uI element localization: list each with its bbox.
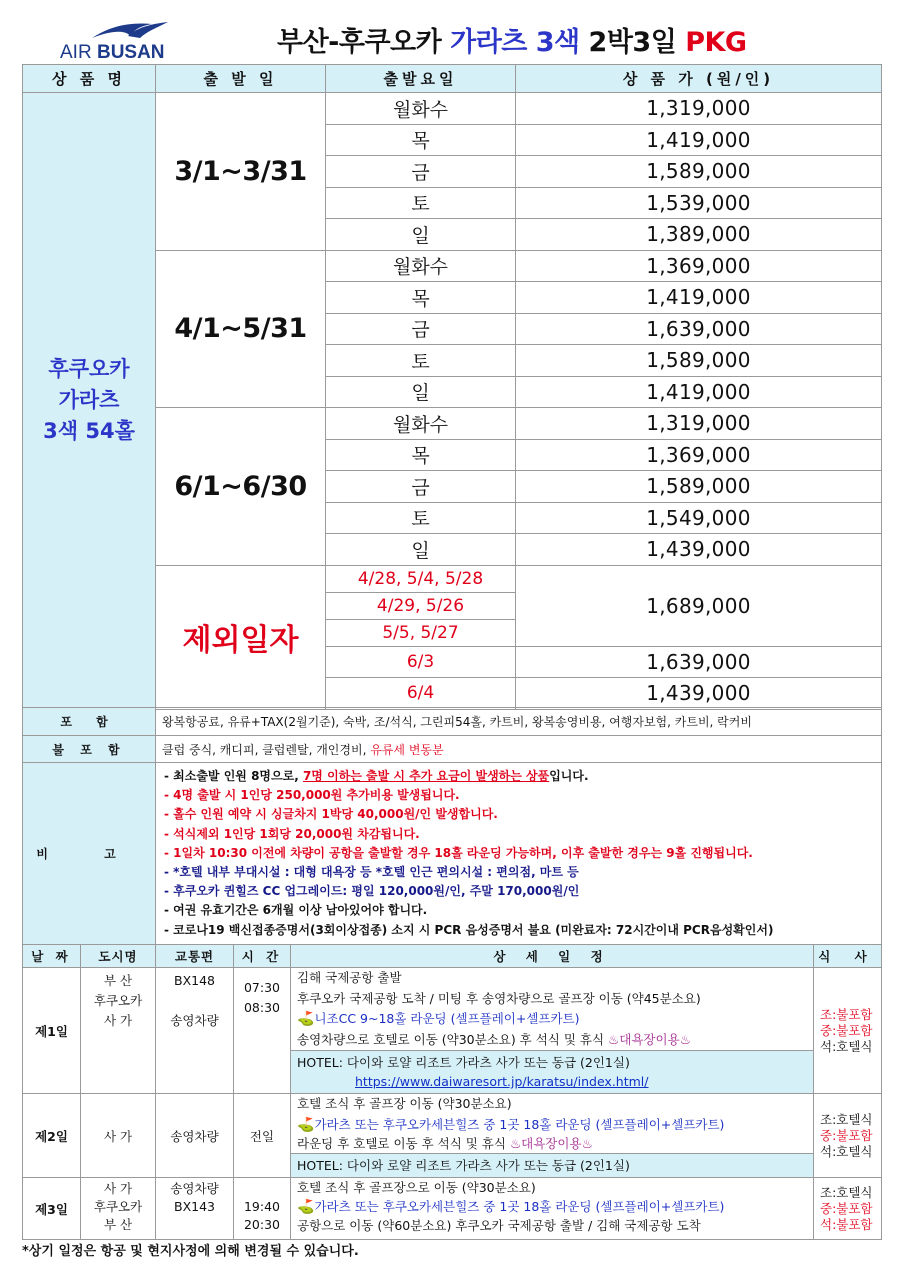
golf-flag-icon: ⛳ [297,1116,315,1133]
day-detail [291,1094,814,1178]
day-cities: 사 가 후쿠오카 부 산 [81,1178,156,1240]
exclusion-dates: 6/4 [326,678,516,710]
departure-day: 금 [326,156,516,188]
note-line: - 홀수 인원 예약 시 싱글차지 1박당 40,000원/인 발생합니다. [164,807,498,822]
exclusion-group-price: 1,689,000 [516,565,882,646]
price-header-row [23,65,882,93]
note-line: - 석식제외 1인당 1회당 20,000원 차감됩니다. [164,826,420,841]
exclusion-dates: 4/29, 5/26 [326,592,516,619]
period-label: 3/1~3/31 [156,93,326,251]
col-price: 상 품 가 (원/인) [516,65,882,93]
table-row [23,93,882,125]
departure-day: 월화수 [326,408,516,440]
price-value: 1,539,000 [516,187,882,219]
detail-line: 호텔 조식 후 골프장으로 이동 (약30분소요) [297,1180,536,1195]
air-busan-logo [60,22,188,62]
price-value: 1,589,000 [516,156,882,188]
departure-day: 토 [326,502,516,534]
col-city: 도시명 [81,945,156,968]
note-line: - 4명 출발 시 1인당 250,000원 추가비용 발생됩니다. [164,788,460,803]
price-value: 1,319,000 [516,408,882,440]
include-text: 왕복항공료, 유류+TAX(2월기준), 숙박, 조/석식, 그린피54홀, 카트비, 왕복송영비용, 여행자보험, 카트비, 락커비 [156,708,882,736]
footnote: *상기 일정은 항공 및 현지사정에 의해 변경될 수 있습니다. [22,1244,359,1259]
detail-line: 공항으로 이동 (약60분소요) 후쿠오카 국제공항 출발 / 김해 국제공항 도착 [297,1218,701,1233]
period-label: 4/1~5/31 [156,250,326,408]
info-table [22,707,882,945]
day-meals: 조:호텔식 중:불포함 석:호텔식 [814,1094,882,1178]
bath-icon: ♨ [509,1135,522,1151]
price-value: 1,419,000 [516,282,882,314]
day-times: 19:40 20:30 [234,1178,291,1240]
price-value: 1,369,000 [516,439,882,471]
detail-line-golf: ⛳가라츠 또는 후쿠오카세븐힐즈 중 1곳 18홀 라운딩 (셀프플레이+셀프카트) [297,1116,725,1133]
price-value: 1,639,000 [516,646,882,678]
exclusion-dates: 6/3 [326,646,516,678]
departure-day: 목 [326,124,516,156]
schedule-header-row [23,945,882,968]
day-meals: 조:호텔식 중:불포함 석:불포함 [814,1178,882,1240]
departure-day: 목 [326,282,516,314]
schedule-table [22,944,882,1240]
departure-day: 일 [326,219,516,251]
page-header [22,18,882,62]
include-row [23,708,882,736]
bath-icon: ♨ [581,1135,593,1151]
departure-day: 목 [326,439,516,471]
price-value: 1,369,000 [516,250,882,282]
exclusion-label: 제외일자 [156,565,326,709]
day-label: 제1일 [23,968,81,1094]
exclude-label: 불 포 함 [23,736,156,763]
detail-line: 김해 국제공항 출발 [297,970,402,985]
departure-day: 토 [326,187,516,219]
col-time: 시 간 [234,945,291,968]
price-value: 1,319,000 [516,93,882,125]
remarks-row [23,763,882,945]
departure-day: 월화수 [326,93,516,125]
detail-line: 호텔 조식 후 골프장 이동 (약30분소요) [297,1096,512,1111]
price-value: 1,589,000 [516,471,882,503]
exclude-text-red: 유류세 변동분 [370,742,444,757]
day-detail [291,968,814,1094]
day-transport: BX148 송영차량 [156,968,234,1094]
schedule-row-day3 [23,1178,882,1240]
note-line: - 코로나19 백신접종증명서(3회이상접종) 소지 시 PCR 음성증명서 불요 (미완료자: 72시간이내 PCR음성확인서) [164,922,774,937]
col-departure-date: 출 발 일 [156,65,326,93]
col-meal: 식 사 [814,945,882,968]
price-value: 1,419,000 [516,376,882,408]
price-value: 1,439,000 [516,678,882,710]
logo-text: AIR BUSAN [60,42,165,63]
detail-line: 후쿠오카 국제공항 도착 / 미팅 후 송영차량으로 골프장 이동 (약45분소요) [297,990,701,1006]
page-title [277,20,747,59]
exclusion-dates: 4/28, 5/4, 5/28 [326,565,516,592]
departure-day: 금 [326,313,516,345]
departure-day: 토 [326,345,516,377]
price-table [22,64,882,710]
detail-line: 라운딩 후 호텔로 이동 후 석식 및 휴식 ♨대욕장이용♨ [297,1135,593,1151]
period-label: 6/1~6/30 [156,408,326,566]
exclude-text: 클럽 중식, 캐디피, 클럽렌탈, 개인경비, 유류세 변동분 [156,736,882,763]
price-value: 1,639,000 [516,313,882,345]
hotel-link[interactable]: https://www.daiwaresort.jp/karatsu/index.html/ [355,1074,649,1089]
schedule-row-day1 [23,968,882,1094]
remarks-label: 비 고 [23,763,156,945]
detail-line: 송영차량으로 호텔로 이동 (약30분소요) 후 석식 및 휴식 ♨대욕장이용♨ [297,1031,691,1047]
price-value: 1,589,000 [516,345,882,377]
bird-logo-icon [90,20,170,42]
hotel-info [291,1050,813,1093]
title-pkg: PKG [685,27,747,58]
note-line: - 후쿠오카 퀸힐즈 CC 업그레이드: 평일 120,000원/인, 주말 170,000원/인 [164,884,580,899]
day-times: 07:30 08:30 [234,968,291,1094]
price-value: 1,549,000 [516,502,882,534]
product-name: 후쿠오카 가라츠 3색 54홀 [23,93,156,710]
include-label: 포 함 [23,708,156,736]
golf-flag-icon: ⛳ [297,1011,315,1027]
hotel-name: HOTEL: 다이와 로얄 리조트 가라츠 사가 또는 동급 (2인1실) [297,1055,630,1070]
day-city: 사 가 [81,1094,156,1178]
col-date: 날 짜 [23,945,81,968]
title-route: 부산-후쿠오카 [277,27,442,58]
departure-day: 월화수 [326,250,516,282]
title-karatsu: 가라츠 [450,27,527,58]
hotel-info [291,1153,813,1177]
bath-icon: ♨ [679,1031,691,1047]
bath-icon: ♨ [608,1031,620,1047]
col-transport: 교통편 [156,945,234,968]
note-line: - *호텔 내부 부대시설 : 대형 대욕장 등 *호텔 인근 편의시설 : 편의점, 마트 등 [164,865,579,880]
title-duration: 2박3일 [588,27,677,58]
day-detail [291,1178,814,1240]
note-line: - 최소출발 인원 8명으로, 7명 이하는 출발 시 추가 요금이 발생하는 상품입니다. [164,769,589,783]
detail-line-golf: ⛳니조CC 9~18홀 라운딩 (셀프플레이+셀프카트) [297,1011,580,1027]
departure-day: 일 [326,376,516,408]
departure-day: 금 [326,471,516,503]
day-meals: 조:불포함 중:불포함 석:호텔식 [814,968,882,1094]
day-label: 제2일 [23,1094,81,1178]
title-3color: 3색 [535,27,580,58]
golf-flag-icon: ⛳ [297,1199,315,1215]
schedule-row-day2 [23,1094,882,1178]
price-value: 1,389,000 [516,219,882,251]
col-detail: 상 세 일 정 [291,945,814,968]
departure-day: 일 [326,534,516,566]
day-time: 전일 [234,1094,291,1178]
hotel-name: HOTEL: 다이와 로얄 리조트 가라츠 사가 또는 동급 (2인1실) [297,1157,630,1173]
day-transport: 송영차량 BX143 [156,1178,234,1240]
exclusion-dates: 5/5, 5/27 [326,619,516,646]
price-value: 1,439,000 [516,534,882,566]
detail-line-golf: ⛳가라츠 또는 후쿠오카세븐힐즈 중 1곳 18홀 라운딩 (셀프플레이+셀프카트) [297,1199,725,1215]
day-cities: 부 산 후쿠오카 사 가 [81,968,156,1094]
day-label: 제3일 [23,1178,81,1240]
note-line: - 여권 유효기간은 6개월 이상 남아있어야 합니다. [164,903,428,918]
price-value: 1,419,000 [516,124,882,156]
col-product-name: 상 품 명 [23,65,156,93]
col-departure-day: 출발요일 [326,65,516,93]
note-line: - 1일차 10:30 이전에 차량이 공항을 출발할 경우 18홀 라운딩 가능하며, 이후 출발한 경우는 9홀 진행됩니다. [164,845,753,860]
day-transport: 송영차량 [156,1094,234,1178]
exclude-row [23,736,882,763]
remarks-notes [156,763,882,945]
